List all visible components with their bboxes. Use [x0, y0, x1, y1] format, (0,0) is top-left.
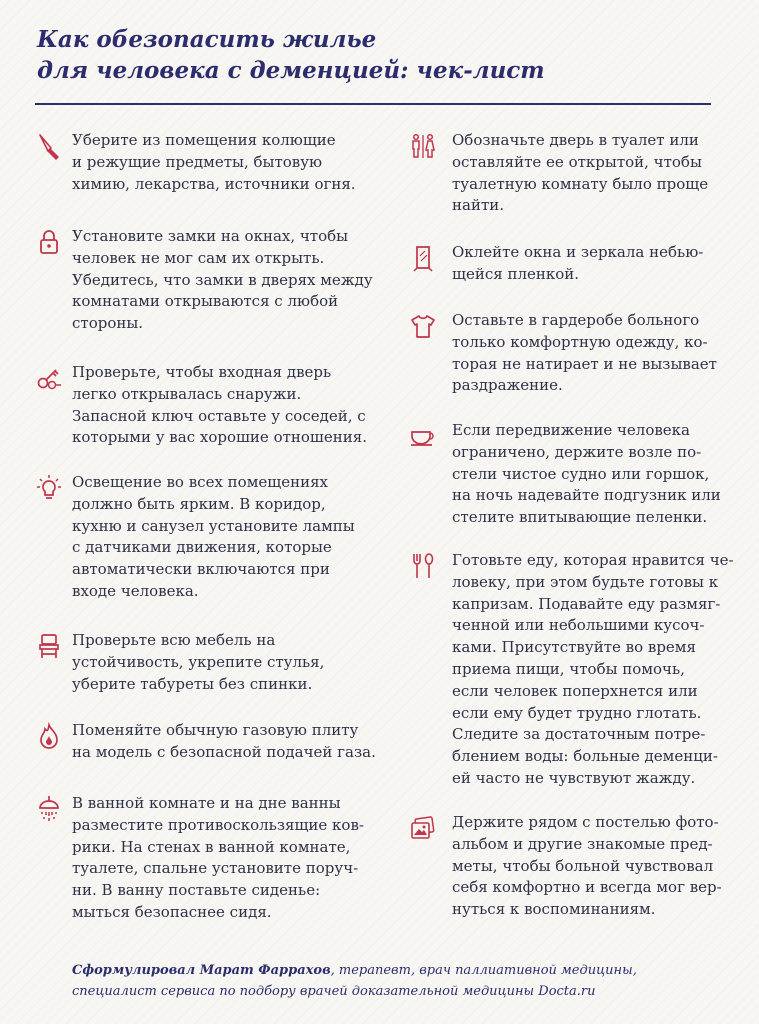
item-text: Установите замки на окнах, чтобы человек не мог сам их открыть. Убедитесь, что замки в дверях между комнатами открываются с любой стороны. [72, 227, 373, 333]
title-divider [35, 103, 711, 105]
fork-spoon-icon [410, 552, 436, 580]
author-title: , терапевт, врач паллиативной медицины, [330, 963, 637, 978]
flame-icon [36, 722, 62, 750]
shower-icon [36, 795, 62, 823]
toilet-sign-icon [410, 132, 436, 160]
item-text: В ванной комнате и на дне ванны разместите противоскользящие ков- рики. На стенах в ванной комнате, туалете, спальне установите поруч- ни. В ванну поставьте сиденье: мыться безопаснее сидя. [72, 794, 364, 921]
title-line-1: Как обезопасить жилье [37, 26, 377, 53]
item-text: Оклейте окна и зеркала небью- щейся пленкой. [452, 243, 704, 283]
knife-icon [36, 132, 62, 160]
page-title [37, 24, 717, 86]
photo-album-icon [410, 814, 436, 842]
item-text: Поменяйте обычную газовую плиту на модель с безопасной подачей газа. [72, 721, 376, 761]
credit-line-1 [72, 960, 732, 981]
cup-icon [410, 422, 436, 450]
keys-icon [36, 364, 62, 392]
title-line-2: для человека с деменцией: чек-лист [37, 57, 545, 84]
lock-icon [36, 228, 62, 256]
item-text: Проверьте, чтобы входная дверь легко открывалась снаружи. Запасной ключ оставьте у соседей, с которыми у вас хорошие отношения. [72, 363, 367, 447]
author-credit [72, 960, 732, 1002]
item-text: Уберите из помещения колющие и режущие предметы, бытовую химию, лекарства, источники огня. [72, 131, 356, 193]
item-text: Готовьте еду, которая нравится че- ловеку, при этом будьте готовы к капризам. Подавайте еду размяг- ченной или небольшими кусоч- ками. Присутствуйте во время приема пищи, чтобы помочь, если человек поперхнется или если ему будет трудно глотать. Следите за достаточным потре- блением воды: больные деменци- ей часто не чувствуют жажду. [452, 551, 734, 787]
chair-icon [36, 632, 62, 660]
item-text: Освещение во всех помещениях должно быть ярким. В коридор, кухню и санузел установите лампы с датчиками движения, которые автоматически включаются при входе человека. [72, 473, 355, 600]
author-name: Сформулировал Марат Фаррахов [72, 963, 331, 978]
item-text: Держите рядом с постелью фото- альбом и другие знакомые пред- меты, чтобы больной чувствовал себя комфортно и всегда мог вер- нуться к воспоминаниям. [452, 813, 722, 919]
item-text: Обозначьте дверь в туалет или оставляйте ее открытой, чтобы туалетную комнату было проще найти. [452, 131, 709, 215]
credit-line-2: специалист сервиса по подбору врачей доказательной медицины Docta.ru [72, 984, 596, 999]
item-text: Если передвижение человека ограничено, держите возле по- стели чистое судно или горшок, на ночь надевайте подгузник или стелите впитывающие пеленки. [452, 421, 721, 527]
lightbulb-icon [36, 474, 62, 502]
tshirt-icon [410, 312, 436, 340]
item-text: Проверьте всю мебель на устойчивость, укрепите стулья, уберите табуреты без спинки. [72, 631, 325, 693]
mirror-icon [410, 244, 436, 272]
item-text: Оставьте в гардеробе больного только комфортную одежду, ко- торая не натирает и не вызывает раздражение. [452, 311, 717, 395]
